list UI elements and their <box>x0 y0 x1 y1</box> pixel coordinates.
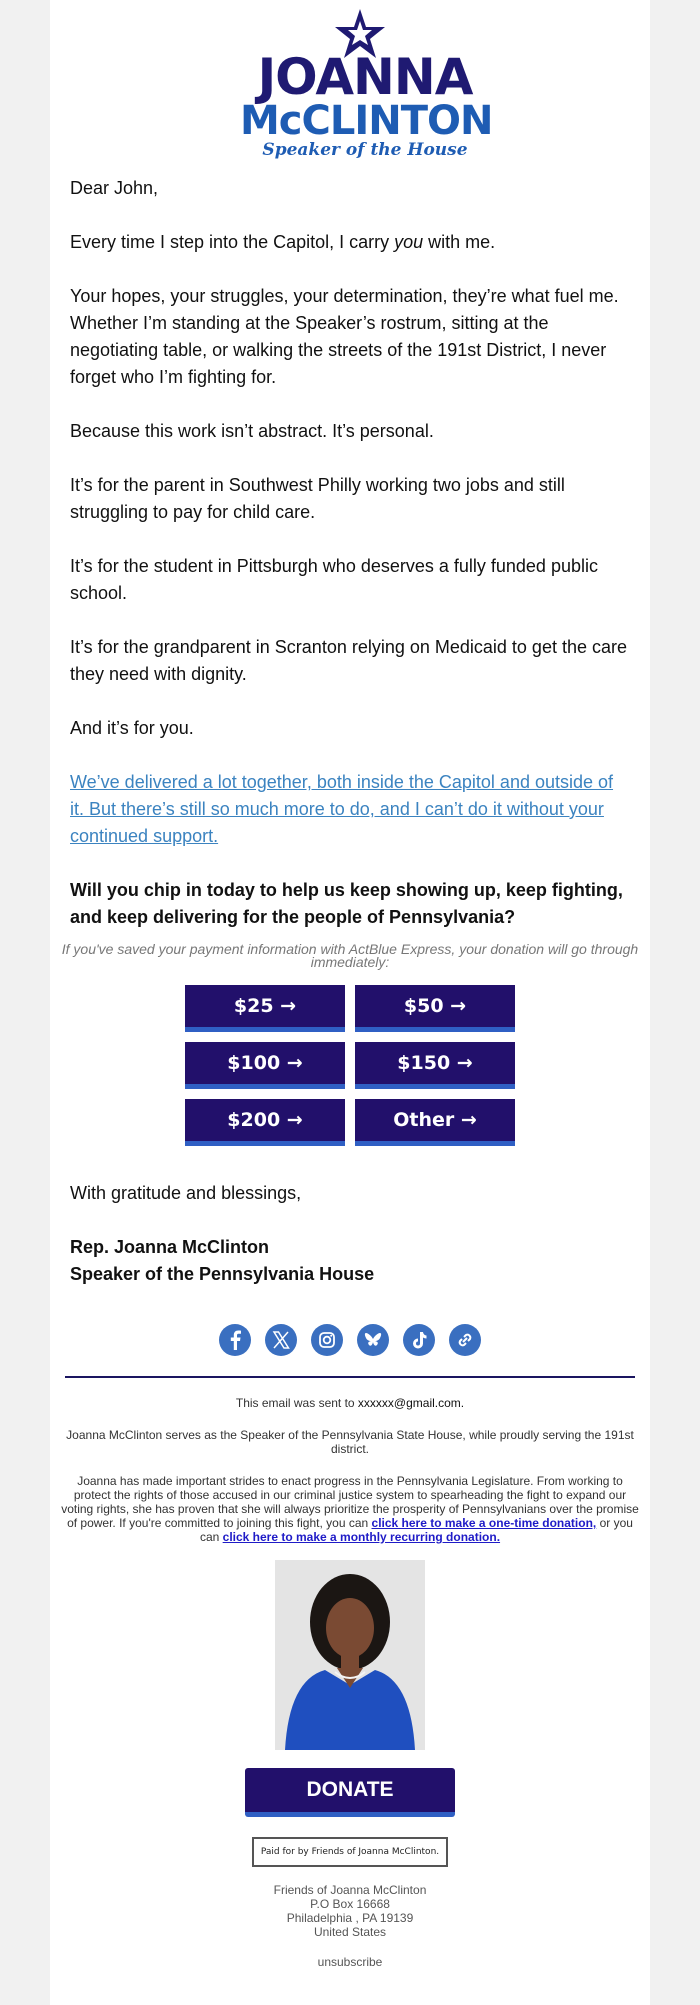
x-icon[interactable] <box>265 1324 297 1356</box>
campaign-logo <box>240 10 493 160</box>
social-links <box>50 1324 650 1356</box>
paragraph-5: It’s for the student in Pittsburgh who deserves a fully funded public school. <box>70 556 598 603</box>
link-icon[interactable] <box>449 1324 481 1356</box>
monthly-donation-link[interactable]: click here to make a monthly recurring donation. <box>222 1530 501 1544</box>
paragraph-1: Every time I step into the Capitol, I carry you with me. <box>70 232 496 252</box>
signer-name: Rep. Joanna McClinton <box>70 1237 270 1257</box>
paragraph-7: And it’s for you. <box>70 718 194 738</box>
donate-50-button[interactable]: $50 → <box>355 985 515 1032</box>
letter-content <box>50 175 650 1288</box>
paragraph-4: It’s for the parent in Southwest Philly working two jobs and still struggling to pay for child care. <box>70 475 565 522</box>
paragraph-2: Your hopes, your struggles, your determination, they’re what fuel me. Whether I’m standing at the Speaker’s rostrum, sitting at the negotiating table, or walking the streets of the 191st District, I never forget who I’m fighting for. <box>70 286 619 387</box>
donate-button[interactable]: DONATE <box>245 1768 455 1817</box>
actblue-note: If you've saved your payment information with ActBlue Express, your donation will go through immediately: <box>61 941 639 970</box>
footer <box>50 1396 650 1969</box>
logo-line1: JOANNA <box>257 48 473 106</box>
greeting: Dear John, <box>70 178 159 198</box>
support-link[interactable]: We’ve delivered a lot together, both inside the Capitol and outside of it. But there’s still so much more to do, and I can’t do it without your continued support. <box>70 772 614 846</box>
about-text: Joanna McClinton serves as the Speaker of the Pennsylvania State House, while proudly serving the 191st district. <box>66 1428 634 1456</box>
paid-for-disclaimer: Paid for by Friends of Joanna McClinton. <box>252 1837 448 1867</box>
bio-text: Joanna has made important strides to enact progress in the Pennsylvania Legislature. From working to protect the rights of those accused in our criminal justice system to spearheading the fight to expand our voting rights, she has proven that she will always prioritize the prosperity of Pennsylvanians over the promise of power. If you're committed to joining this fight, you can click here to make a one-time donation, or you can click here to make a monthly recurring donation. <box>61 1474 639 1544</box>
logo-tagline: Speaker of the House <box>262 140 468 160</box>
donate-200-button[interactable]: $200 → <box>185 1099 345 1146</box>
instagram-icon[interactable] <box>311 1324 343 1356</box>
donate-100-button[interactable]: $100 → <box>185 1042 345 1089</box>
signer-title: Speaker of the Pennsylvania House <box>70 1264 375 1284</box>
donation-ask: Will you chip in today to help us keep showing up, keep fighting, and keep delivering for the people of Pennsylvania? <box>70 880 623 927</box>
candidate-photo <box>275 1560 425 1750</box>
donate-25-button[interactable]: $25 → <box>185 985 345 1032</box>
facebook-icon[interactable] <box>219 1324 251 1356</box>
paragraph-6: It’s for the grandparent in Scranton relying on Medicaid to get the care they need with dignity. <box>70 637 627 684</box>
signoff <box>70 1180 630 1288</box>
tiktok-icon[interactable] <box>403 1324 435 1356</box>
bluesky-icon[interactable] <box>357 1324 389 1356</box>
paragraph-3: Because this work isn’t abstract. It’s personal. <box>70 421 434 441</box>
sent-to-line: This email was sent to xxxxxx@gmail.com. <box>235 1396 465 1410</box>
mailing-address: Friends of Joanna McClinton P.O Box 16668 Philadelphia , PA 19139 United States <box>273 1883 427 1939</box>
unsubscribe-link[interactable]: unsubscribe <box>317 1955 383 1969</box>
star-icon <box>334 8 386 60</box>
donate-150-button[interactable]: $150 → <box>355 1042 515 1089</box>
email-body <box>50 0 650 2005</box>
one-time-donation-link[interactable]: click here to make a one-time donation, <box>371 1516 597 1530</box>
support-paragraph <box>70 769 630 850</box>
donation-button-grid <box>185 985 515 1146</box>
recipient-email: xxxxxx@gmail.com. <box>357 1396 465 1410</box>
logo-line2: McCLINTON <box>240 98 493 144</box>
header <box>50 0 650 175</box>
closing: With gratitude and blessings, <box>70 1183 302 1203</box>
donate-other-button[interactable]: Other → <box>355 1099 515 1146</box>
footer-divider <box>65 1376 635 1378</box>
emphasis: you <box>394 232 424 252</box>
